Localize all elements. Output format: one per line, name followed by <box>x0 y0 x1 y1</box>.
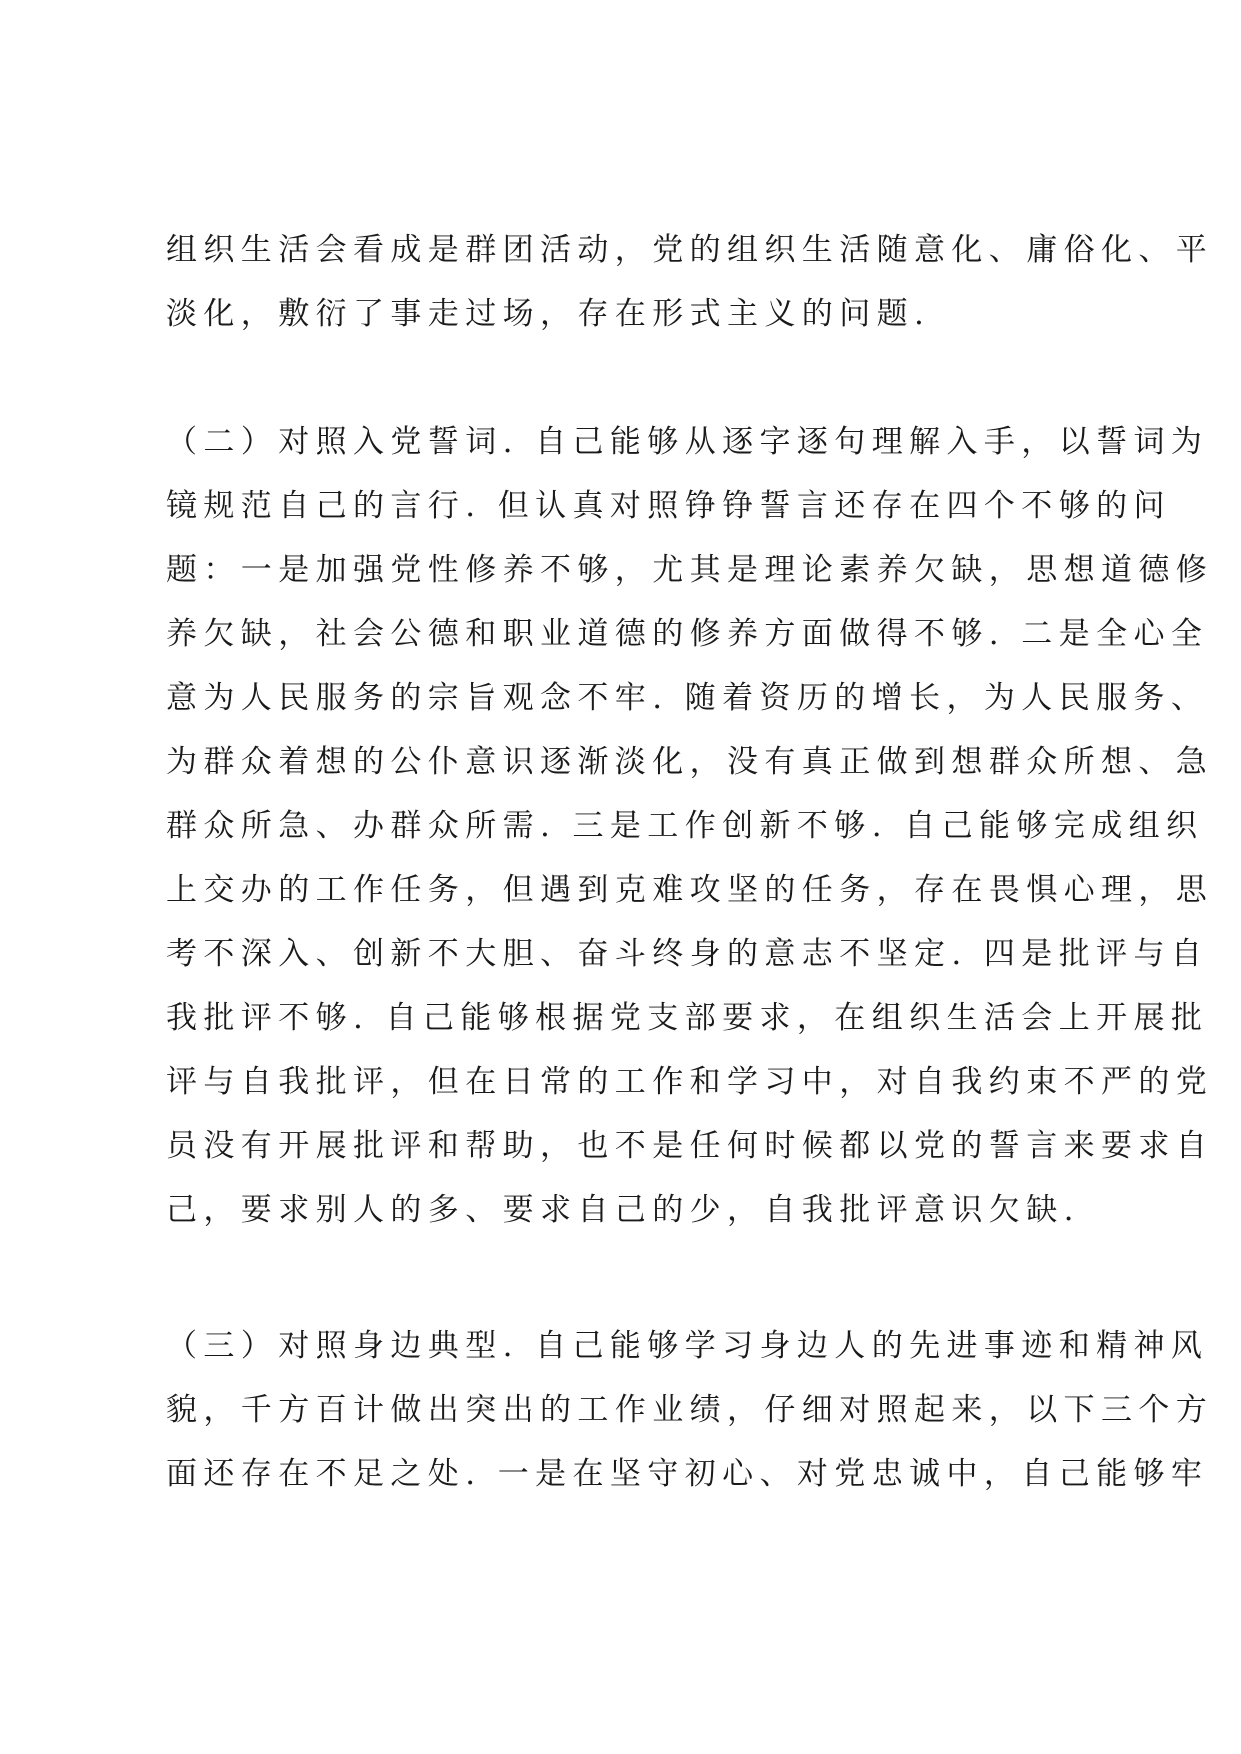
text-line: 考不深入、创新不大胆、奋斗终身的意志不坚定. 四是批评与自 <box>166 936 1209 972</box>
text-line: 组织生活会看成是群团活动，党的组织生活随意化、庸俗化、平 <box>166 232 1214 268</box>
text-line: 题：一是加强党性修养不够，尤其是理论素养欠缺，思想道德修 <box>166 552 1214 588</box>
text-line: 为群众着想的公仆意识逐渐淡化，没有真正做到想群众所想、急 <box>166 744 1214 780</box>
text-line: 我批评不够. 自己能够根据党支部要求，在组织生活会上开展批 <box>166 1000 1209 1036</box>
text-line: 貌，千方百计做出突出的工作业绩，仔细对照起来，以下三个方 <box>166 1392 1214 1428</box>
text-line: （三）对照身边典型. 自己能够学习身边人的先进事迹和精神风 <box>166 1328 1209 1364</box>
text-line: 上交办的工作任务，但遇到克难攻坚的任务，存在畏惧心理，思 <box>166 872 1214 908</box>
text-line: 镜规范自己的言行. 但认真对照铮铮誓言还存在四个不够的问 <box>166 488 1171 524</box>
text-line: （二）对照入党誓词. 自己能够从逐字逐句理解入手，以誓词为 <box>166 424 1209 460</box>
text-line: 淡化，敷衍了事走过场，存在形式主义的问题. <box>166 296 931 332</box>
text-line: 意为人民服务的宗旨观念不牢. 随着资历的增长，为人民服务、 <box>166 680 1209 716</box>
paragraph-oath-comparison <box>166 410 1214 1242</box>
text-line: 面还存在不足之处. 一是在坚守初心、对党忠诚中，自己能够牢 <box>166 1456 1209 1492</box>
text-line: 群众所急、办群众所需. 三是工作创新不够. 自己能够完成组织 <box>166 808 1204 844</box>
paragraph-continuation <box>166 218 1214 346</box>
text-line: 评与自我批评，但在日常的工作和学习中，对自我约束不严的党 <box>166 1064 1214 1100</box>
text-line: 员没有开展批评和帮助，也不是任何时候都以党的誓言来要求自 <box>166 1128 1214 1164</box>
text-line: 己，要求别人的多、要求自己的少，自我批评意识欠缺. <box>166 1192 1080 1228</box>
text-line: 养欠缺，社会公德和职业道德的修养方面做得不够. 二是全心全 <box>166 616 1209 652</box>
paragraph-role-models <box>166 1314 1214 1506</box>
